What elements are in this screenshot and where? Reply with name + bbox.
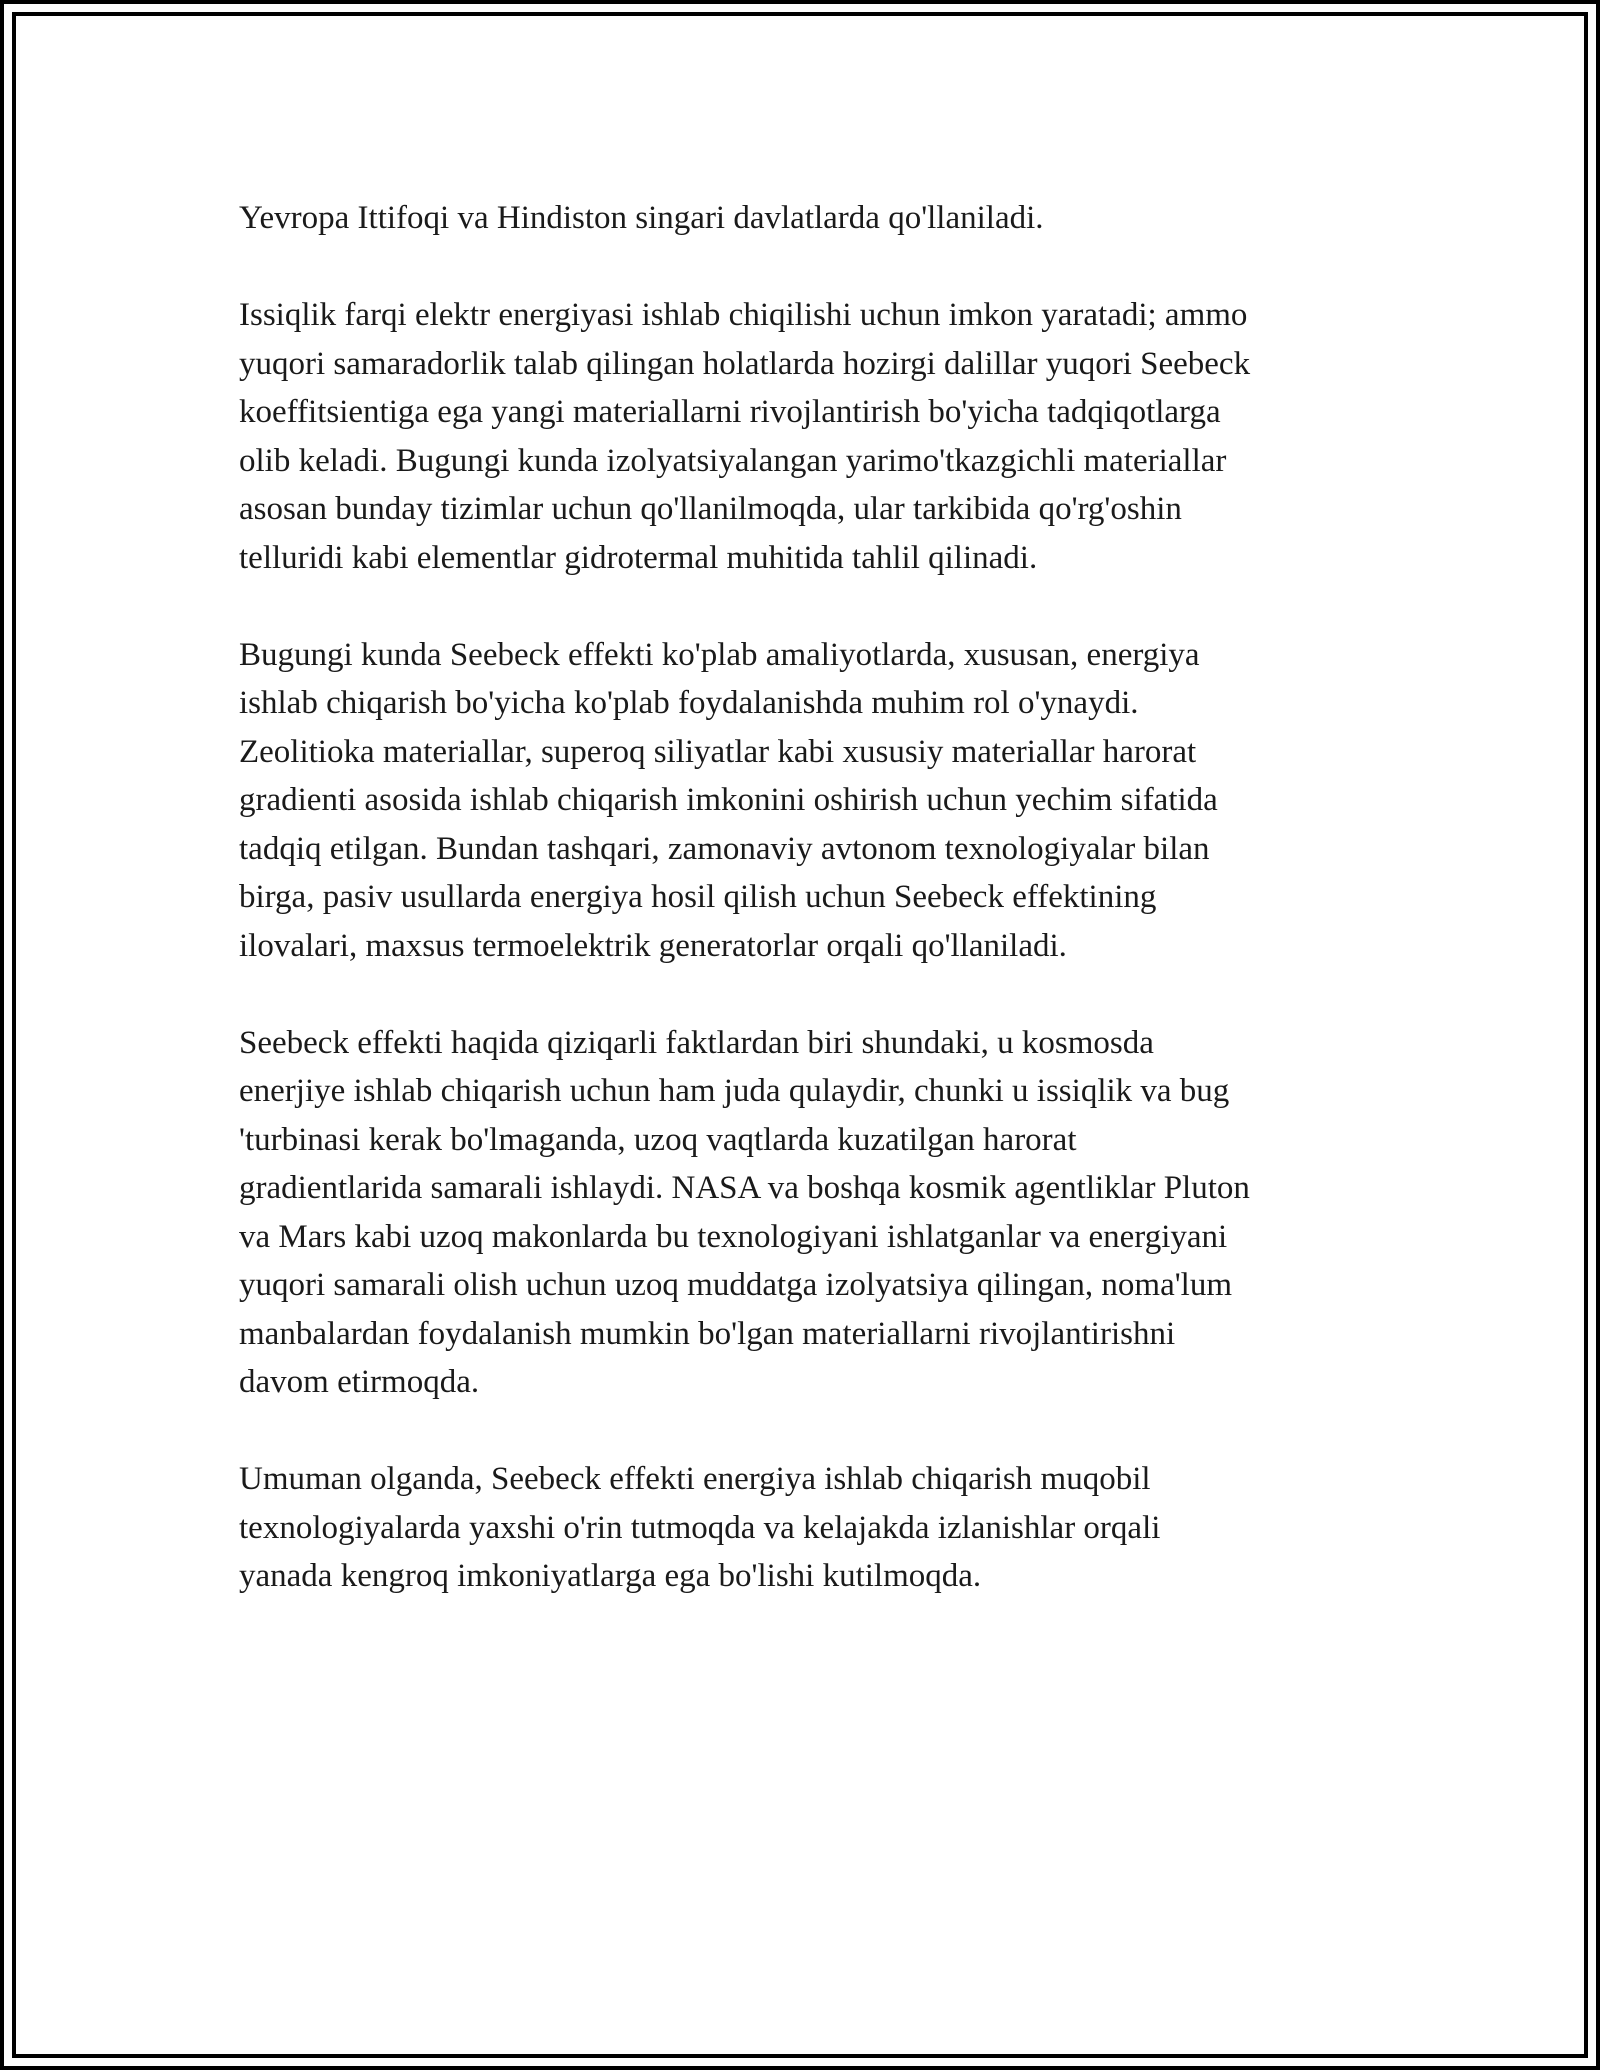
paragraph-5: [239, 1455, 1389, 1601]
line: telluridi kabi elementlar gidrotermal muhitida tahlil qilinadi.: [239, 539, 1038, 576]
line: manbalardan foydalanish mumkin bo'lgan materiallarni rivojlantirishni: [239, 1315, 1176, 1352]
paragraph-3: [239, 631, 1389, 971]
line: olib keladi. Bugungi kunda izolyatsiyalangan yarimo'tkazgichli materiallar: [239, 442, 1227, 479]
line: gradientlarida samarali ishlaydi. NASA va boshqa kosmik agentliklar Pluton: [239, 1170, 1250, 1206]
line: birga, pasiv usullarda energiya hosil qilish uchun Seebeck effektining: [239, 879, 1157, 915]
line: va Mars kabi uzoq makonlarda bu texnologiyani ishlatganlar va energiyani: [239, 1218, 1228, 1255]
line: Issiqlik farqi elektr energiyasi ishlab chiqilishi uchun imkon yaratadi; ammo: [239, 297, 1248, 333]
paragraph-4: [239, 1019, 1389, 1407]
line: Zeolitioka materiallar, superoq siliyatlar kabi xususiy materiallar harorat: [239, 733, 1197, 770]
line: gradienti asosida ishlab chiqarish imkonini oshirish uchun yechim sifatida: [239, 782, 1218, 818]
line: yuqori samaradorlik talab qilingan holatlarda hozirgi dalillar yuqori Seebeck: [239, 345, 1251, 382]
line: ishlab chiqarish bo'yicha ko'plab foydalanishda muhim rol o'ynaydi.: [239, 685, 1139, 721]
document-body: [239, 194, 1389, 1601]
paragraph-2: [239, 291, 1389, 582]
line: Yevropa Ittifoqi va Hindiston singari davlatlarda qo'llaniladi.: [239, 200, 1044, 236]
line: Seebeck effekti haqida qiziqarli faktlardan biri shundaki, u kosmosda: [239, 1024, 1154, 1061]
line: davom etirmoqda.: [239, 1364, 480, 1400]
line: ilovalari, maxsus termoelektrik generatorlar orqali qo'llaniladi.: [239, 927, 1067, 964]
line: asosan bunday tizimlar uchun qo'llanilmoqda, ular tarkibida qo'rg'oshin: [239, 491, 1182, 527]
line: enerjiye ishlab chiqarish uchun ham juda qulaydir, chunki u issiqlik va bug: [239, 1073, 1230, 1109]
line: yuqori samarali olish uchun uzoq muddatga izolyatsiya qilingan, noma'lum: [239, 1267, 1232, 1303]
line: koeffitsientiga ega yangi materiallarni rivojlantirish bo'yicha tadqiqotlarga: [239, 394, 1221, 430]
line: Bugungi kunda Seebeck effekti ko'plab amaliyotlarda, xususan, energiya: [239, 636, 1200, 673]
line: 'turbinasi kerak bo'lmaganda, uzoq vaqtlarda kuzatilgan harorat: [239, 1121, 1077, 1158]
line: Umuman olganda, Seebeck effekti energiya ishlab chiqarish muqobil: [239, 1461, 1151, 1497]
line: yanada kengroq imkoniyatlarga ega bo'lishi kutilmoqda.: [239, 1558, 982, 1594]
line: texnologiyalarda yaxshi o'rin tutmoqda va kelajakda izlanishlar orqali: [239, 1509, 1161, 1546]
line: tadqiq etilgan. Bundan tashqari, zamonaviy avtonom texnologiyalar bilan: [239, 830, 1210, 867]
paragraph-1: [239, 194, 1389, 243]
